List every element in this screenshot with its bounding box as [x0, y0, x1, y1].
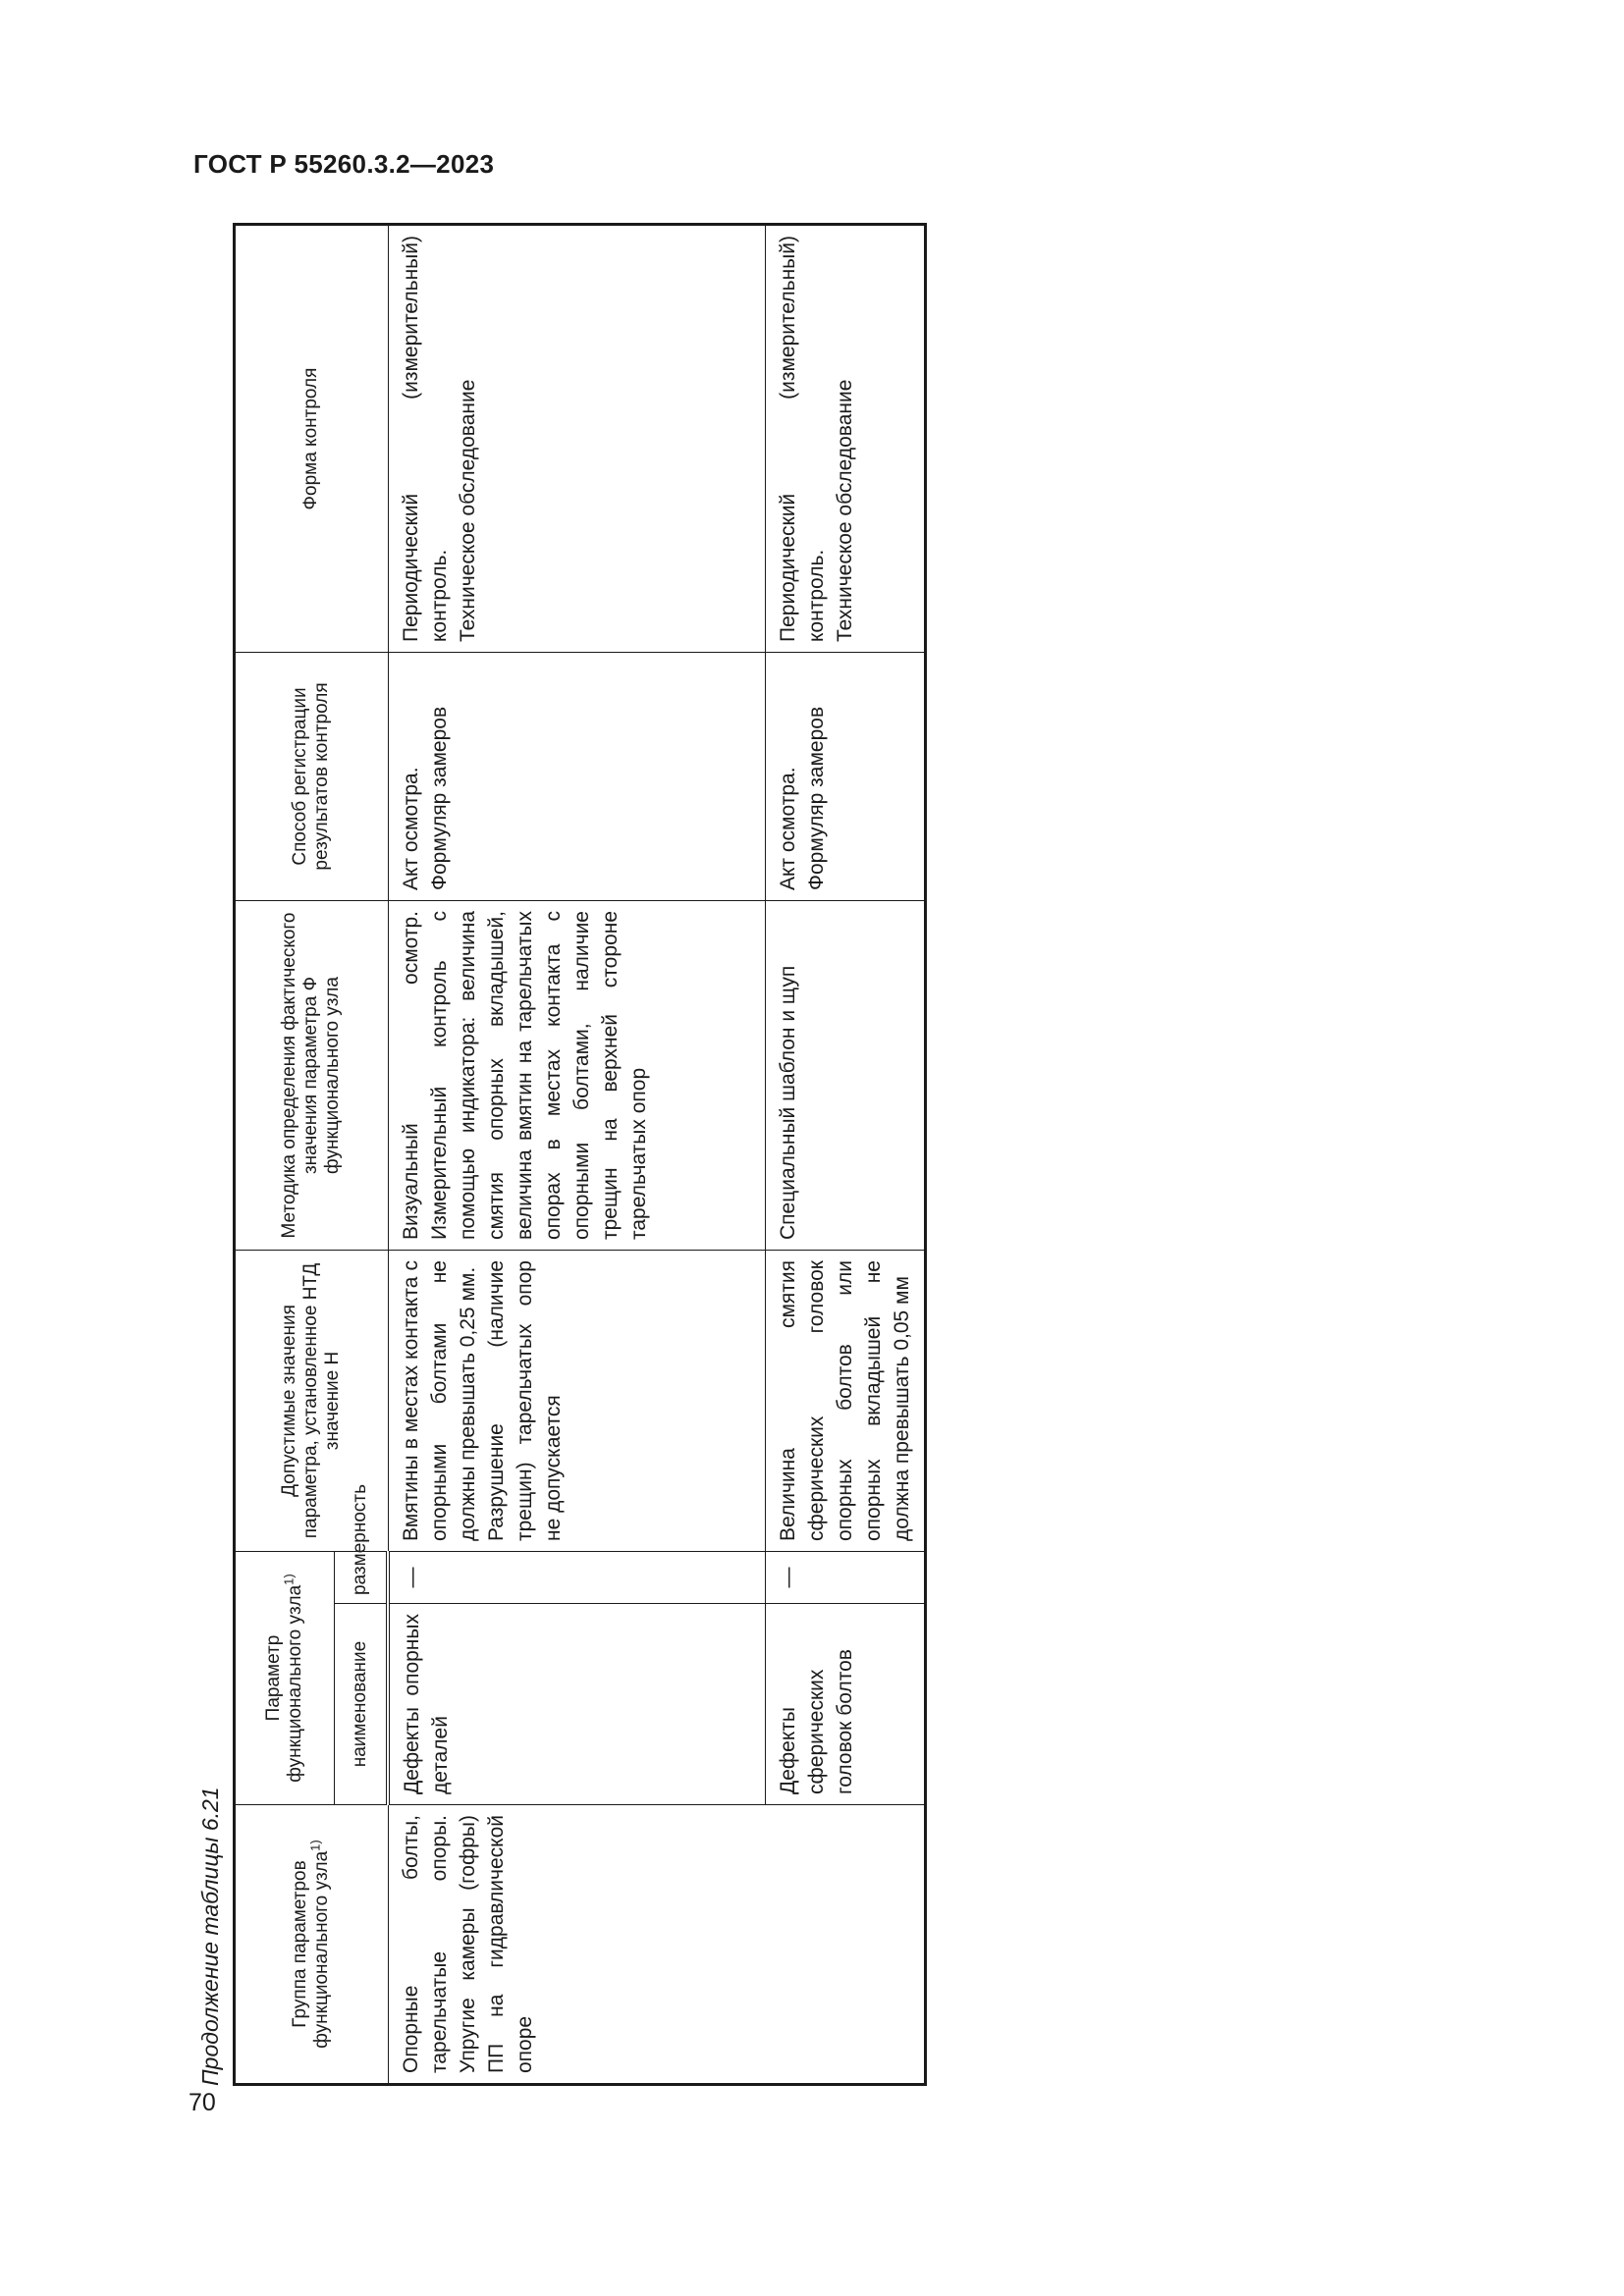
rotated-table-sheet — [189, 236, 925, 2086]
cell-registration: Акт осмотра. Формуляр замеров — [388, 653, 766, 901]
cell-param-dimension: — — [766, 1552, 926, 1604]
header-parameter: Параметр функционального узла$^{1)}$ — [235, 1552, 335, 1805]
table-caption: Продолжение таблицы 6.21 — [197, 1787, 223, 2086]
cell-method: Специальный шаблон и щуп — [766, 901, 926, 1251]
cell-method: Визуальный осмотр. Измерительный контроль с помощью индикатора: величина смятия опорных вкладышей, величина вмятин на тарельчатых опорах в местах контакта с опорными болтами, наличие трещин на верхней стороне тарельчатых опор — [388, 901, 766, 1251]
cell-allowed-values: Вмятины в местах контакта с опорными болтами не должны превышать 0,25 мм. Разрушение (наличие трещин) тарельчатых опор не допускается — [388, 1251, 766, 1552]
header-param-name: наименование — [335, 1604, 389, 1805]
page-number: 70 — [189, 2089, 216, 2116]
header-param-dimension: размерность — [335, 1552, 389, 1604]
cell-param-name: Дефекты опорных деталей — [388, 1604, 766, 1805]
cell-param-dimension: — — [388, 1552, 766, 1604]
cell-param-name: Дефекты сферических головок болтов — [766, 1604, 926, 1805]
cell-allowed-values: Величина смятия сферических головок опорных болтов или опорных вкладышей не должна превышать 0,05 мм — [766, 1251, 926, 1552]
parameters-table — [233, 223, 927, 2086]
header-control-form: Форма контроля — [235, 225, 389, 653]
table-header-row — [235, 225, 335, 2085]
document-code: ГОСТ Р 55260.3.2—2023 — [193, 149, 495, 179]
cell-control-form: Периодический (измерительный) контроль. Техническое обследование — [388, 225, 766, 653]
cell-registration: Акт осмотра. Формуляр замеров — [766, 653, 926, 901]
header-group: Группа параметров функционального узла$^{1)}$ — [235, 1805, 389, 2085]
table-row — [388, 225, 766, 2085]
cell-control-form: Периодический (измерительный) контроль. Техническое обследование — [766, 225, 926, 653]
cell-group: Опорные болты, тарельчатые опоры. Упругие камеры (гофры) ПП на гидравлической опоре — [388, 1805, 926, 2085]
header-registration: Способ регистрации результатов контроля — [235, 653, 389, 901]
header-allowed-values: Допустимые значения параметра, установленное НТД значение Н — [235, 1251, 389, 1552]
header-method: Методика определения фактического значения параметра Ф функционального узла — [235, 901, 389, 1251]
